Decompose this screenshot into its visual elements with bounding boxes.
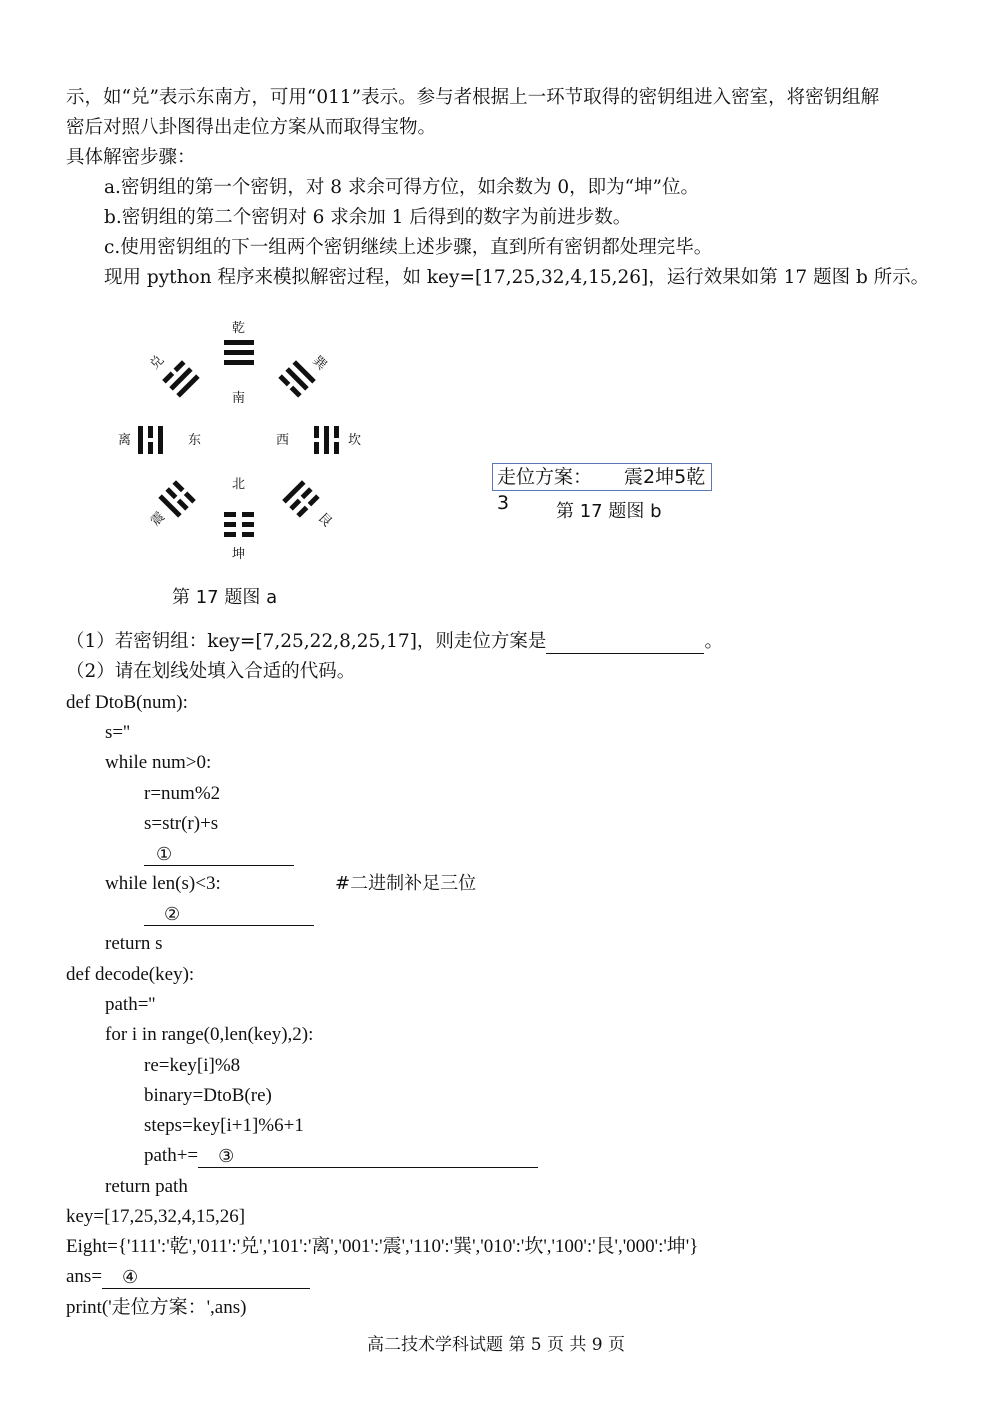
code-line-20 xyxy=(66,1265,310,1289)
code-line-8 xyxy=(144,902,314,926)
code-line-14: binary=DtoB(re) xyxy=(144,1085,272,1106)
step-b: b.密钥组的第二个密钥对 6 求余加 1 后得到的数字为前进步数。 xyxy=(104,207,632,228)
code-line-7 xyxy=(105,872,221,896)
bagua-diagram xyxy=(110,312,370,567)
figure-a-caption: 第 17 题图 a xyxy=(172,587,278,608)
code-line-13: re=key[i]%8 xyxy=(144,1055,241,1076)
code-line-11: path='' xyxy=(105,994,156,1015)
code-line-20-code: ans= xyxy=(66,1266,103,1287)
code-comment: #二进制补足三位 xyxy=(335,873,477,894)
code-line-1: def DtoB(num): xyxy=(66,692,188,713)
code-line-16 xyxy=(144,1144,538,1168)
trigram-lower-right-lines xyxy=(282,480,319,517)
answer-blank-circle-4[interactable] xyxy=(102,1268,310,1289)
code-line-3: while num>0: xyxy=(105,752,212,773)
steps-title: 具体解密步骤： xyxy=(66,147,196,168)
answer-blank-circle-3[interactable] xyxy=(198,1147,538,1168)
question-1-end: 。 xyxy=(704,631,723,652)
answer-blank-circle-2[interactable] xyxy=(144,905,314,926)
step-a: a.密钥组的第一个密钥，对 8 求余可得方位，如余数为 0，即为“坤”位。 xyxy=(104,177,700,198)
code-line-17: return path xyxy=(105,1176,188,1197)
code-line-9: return s xyxy=(105,933,163,954)
code-line-16-code: path+= xyxy=(144,1145,199,1166)
trigram-top-lines xyxy=(224,340,254,365)
code-line-7-code: while len(s)<3: xyxy=(105,873,221,894)
code-line-21: print('走位方案：',ans) xyxy=(66,1297,247,1318)
output-value: 震2坤5乾3 xyxy=(497,466,706,514)
code-line-12: for i in range(0,len(key),2): xyxy=(105,1024,314,1045)
trigram-bottom-name: 坤 xyxy=(232,547,246,562)
answer-blank-1[interactable] xyxy=(546,633,704,654)
page-footer: 高二技术学科试题 第 5 页 共 9 页 xyxy=(366,1335,626,1355)
code-line-15: steps=key[i+1]%6+1 xyxy=(144,1115,304,1136)
question-1-text: （1）若密钥组：key=[7,25,22,8,25,17]，则走位方案是 xyxy=(66,631,547,652)
trigram-lower-right-name: 艮 xyxy=(314,510,335,531)
trigram-right-name: 坎 xyxy=(348,433,362,448)
code-line-4: r=num%2 xyxy=(144,783,221,804)
question-2: （2）请在划线处填入合适的代码。 xyxy=(66,661,356,682)
bagua-svg xyxy=(110,312,370,567)
answer-blank-circle-1[interactable] xyxy=(144,845,294,866)
blank-marker-3: ③ xyxy=(218,1146,235,1166)
trigram-upper-left-name: 兑 xyxy=(147,352,168,373)
blank-marker-1: ① xyxy=(156,844,173,864)
blank-marker-4: ④ xyxy=(122,1267,139,1287)
trigram-upper-right-name: 巽 xyxy=(309,353,330,374)
step-c: c.使用密钥组的下一组两个密钥继续上述步骤，直到所有密钥都处理完毕。 xyxy=(104,237,713,258)
code-line-2: s='' xyxy=(105,722,130,743)
intro-line-2: 密后对照八卦图得出走位方案从而取得宝物。 xyxy=(66,117,437,138)
code-line-6 xyxy=(144,842,294,866)
trigram-left-name: 离 xyxy=(118,433,132,448)
code-line-5: s=str(r)+s xyxy=(144,813,219,834)
code-line-10: def decode(key): xyxy=(66,964,195,985)
python-intro: 现用 python 程序来模拟解密过程，如 key=[17,25,32,4,15,26]，运行效果如第 17 题图 b 所示。 xyxy=(104,267,930,288)
code-line-18: key=[17,25,32,4,15,26] xyxy=(66,1206,246,1227)
intro-line-1: 示，如“兑”表示东南方，可用“011”表示。参与者根据上一环节取得的密钥组进入密室，将密钥组解 xyxy=(66,87,880,108)
blank-marker-2: ② xyxy=(164,904,181,924)
output-label: 走位方案： xyxy=(497,466,593,488)
code-line-19: Eight={'111':'乾','011':'兑','101':'离','001':'震','110':'巽','010':'坎','100':'艮','000':'坤'} xyxy=(66,1236,699,1257)
trigram-bottom-lines xyxy=(224,512,254,537)
trigram-upper-right-lines xyxy=(278,360,315,397)
trigram-right-lines xyxy=(314,426,339,454)
trigram-bottom-dir: 北 xyxy=(232,477,246,492)
trigram-top-name: 乾 xyxy=(232,321,246,336)
trigram-upper-left-lines xyxy=(162,360,199,397)
trigram-left-lines xyxy=(138,426,163,454)
figure-b-caption: 第 17 题图 b xyxy=(556,501,662,522)
trigram-lower-left-lines xyxy=(158,480,195,517)
question-1 xyxy=(66,630,723,654)
trigram-left-dir: 东 xyxy=(188,433,202,448)
trigram-top-dir: 南 xyxy=(232,391,246,406)
trigram-right-dir: 西 xyxy=(276,433,290,448)
trigram-lower-left-name: 震 xyxy=(148,509,169,530)
